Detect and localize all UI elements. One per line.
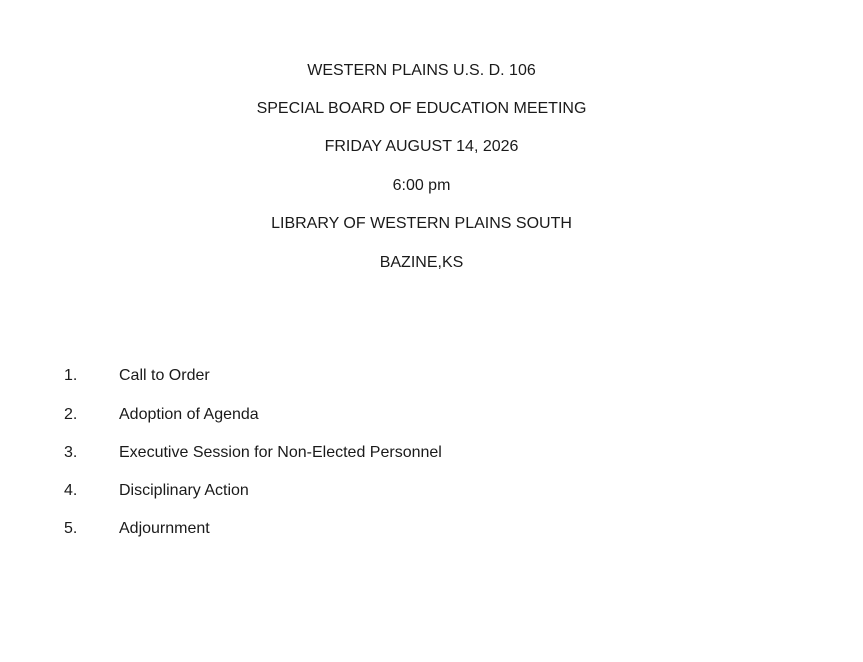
agenda-item-text: Executive Session for Non-Elected Personnel	[119, 444, 442, 461]
agenda-item-text: Disciplinary Action	[119, 482, 249, 499]
agenda-item-number: 1.	[64, 367, 78, 384]
agenda-item-number: 3.	[64, 444, 78, 461]
meeting-time: 6:00 pm	[392, 177, 451, 194]
meeting-date: FRIDAY AUGUST 14, 2026	[324, 138, 519, 155]
agenda-item-text: Call to Order	[119, 367, 210, 384]
meeting-type: SPECIAL BOARD OF EDUCATION MEETING	[256, 100, 587, 117]
agenda-item-text: Adjournment	[119, 520, 210, 537]
agenda-item-text: Adoption of Agenda	[119, 406, 259, 423]
district-name: WESTERN PLAINS U.S. D. 106	[307, 62, 536, 79]
meeting-city: BAZINE,KS	[379, 254, 464, 271]
agenda-item-number: 2.	[64, 406, 78, 423]
agenda-item-number: 4.	[64, 482, 78, 499]
agenda-item-number: 5.	[64, 520, 78, 537]
meeting-location: LIBRARY OF WESTERN PLAINS SOUTH	[271, 215, 572, 232]
